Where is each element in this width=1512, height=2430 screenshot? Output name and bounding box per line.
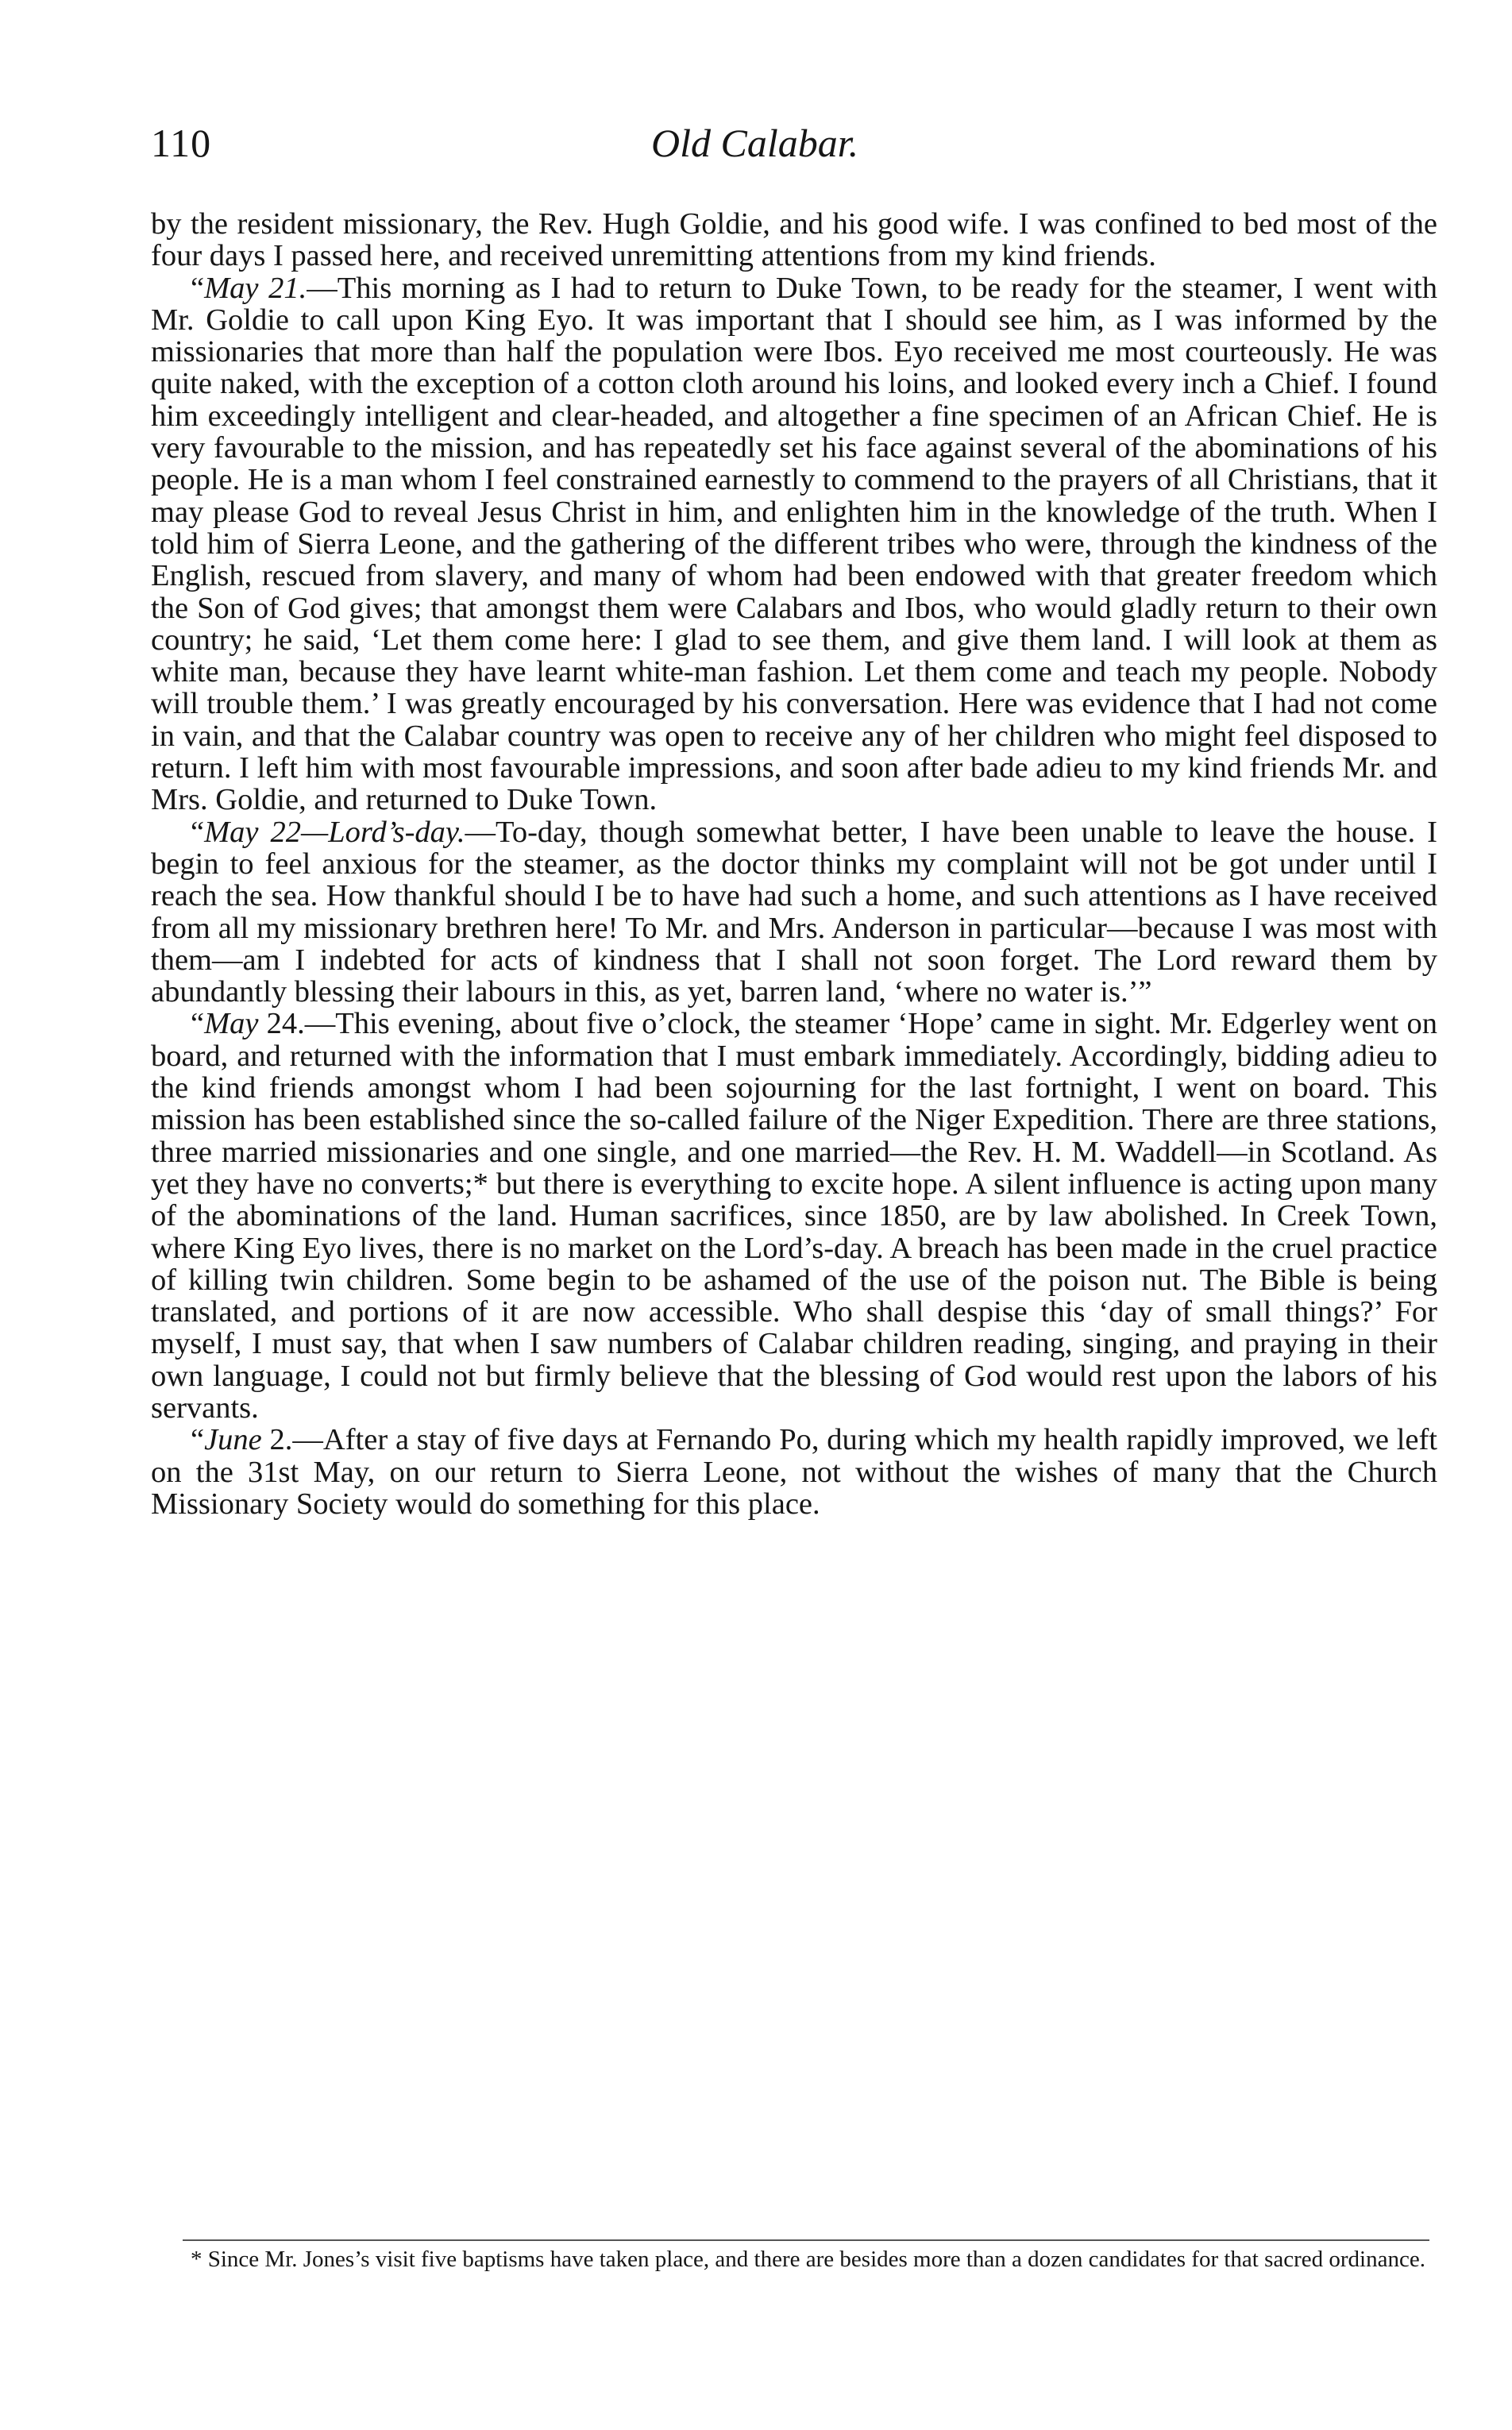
paragraph-text: by the resident missionary, the Rev. Hugh Goldie, and his good wife. I was confined to bed most of the four days I passed here, and received unremitting attentions from my kind friends. [151, 207, 1437, 273]
paragraph-june-2 [151, 1424, 1437, 1520]
paragraph-may-24 [151, 1008, 1437, 1424]
paragraph-text: —This morning as I had to return to Duke Town, to be ready for the steamer, I went with Mr. Goldie to call upon King Eyo. It was important that I should see him, as I was informed by the missionaries that more than half the population were Ibos. Eyo received me most courteously. He was quite naked, with the exception of a cotton cloth around his loins, and looked every inch a Chief. I found him exceedingly intelligent and clear-headed, and altogether a fine specimen of an African Chief. He is very favourable to the mission, and has repeatedly set his face against several of the abominations of his people. He is a man whom I feel constrained earnestly to commend to the prayers of all Christians, that it may please God to reveal Jesus Christ in him, and enlighten him in the knowledge of the truth. When I told him of Sierra Leone, and the gathering of the different tribes who were, through the kindness of the English, rescued from slavery, and many of whom had been endowed with that greater freedom which the Son of God gives; that amongst them were Calabars and Ibos, who would gladly return to their own country; he said, ‘Let them come here: I glad to see them, and give them land. I will look at them as white man, because they have learnt white-man fashion. Let them come and teach my people. Nobody will trouble them.’ I was greatly encouraged by his conversation. Here was evidence that I had not come in vain, and that the Calabar country was open to receive any of her children who might feel disposed to return. I left him with most favourable impressions, and soon after bade adieu to my kind friends Mr. and Mrs. Goldie, and returned to Duke Town. [151, 271, 1437, 817]
footnote-divider [183, 2239, 1429, 2241]
entry-date: May 21. [204, 271, 307, 305]
paragraph-may-21 [151, 272, 1437, 816]
paragraph-continued [151, 208, 1437, 272]
entry-date: May 22—Lord’s-day. [204, 815, 465, 849]
running-head: Old Calabar. [651, 121, 859, 165]
body-text [151, 208, 1437, 1520]
open-quote: “ [191, 815, 205, 849]
paragraph-may-22 [151, 816, 1437, 1009]
open-quote: “ [191, 1423, 205, 1457]
entry-date: May [204, 1007, 259, 1041]
open-quote: “ [191, 1007, 205, 1041]
footnote: * Since Mr. Jones’s visit five baptisms have taken place, and there are besides more than a dozen candidates for that sacred ordinance. [191, 2247, 1425, 2272]
page-header [151, 119, 1437, 175]
page-number: 110 [151, 121, 212, 165]
open-quote: “ [191, 271, 205, 305]
paragraph-text: 24.—This evening, about five o’clock, the steamer ‘Hope’ came in sight. Mr. Edgerley went on board, and returned with the information that I must embark immediately. Accordingly, bidding adieu to the kind friends amongst whom I had been sojourning for the last fortnight, I went on board. This mission has been established since the so-called failure of the Niger Expedition. There are three stations, three married missionaries and one single, and one married—the Rev. H. M. Waddell—in Scotland. As yet they have no converts;* but there is everything to excite hope. A silent influence is acting upon many of the abominations of the land. Human sacrifices, since 1850, are by law abolished. In Creek Town, where King Eyo lives, there is no market on the Lord’s-day. A breach has been made in the cruel practice of killing twin children. Some begin to be ashamed of the use of the poison nut. The Bible is being translated, and portions of it are now accessible. Who shall despise this ‘day of small things?’ For myself, I must say, that when I saw numbers of Calabar children reading, singing, and praying in their own language, I could not but firmly believe that the blessing of God would rest upon the labors of his servants. [151, 1007, 1437, 1425]
paragraph-text: —To-day, though somewhat better, I have been unable to leave the house. I begin to feel anxious for the steamer, as the doctor thinks my complaint will not be got under until I reach the sea. How thankful should I be to have had such a home, and such attentions as I have received from all my missionary brethren here! To Mr. and Mrs. Anderson in particular—because I was most with them—am I indebted for acts of kindness that I shall not soon forget. The Lord reward them by abundantly blessing their labours in this, as yet, barren land, ‘where no water is.’” [151, 815, 1437, 1009]
entry-date: June [204, 1423, 262, 1457]
paragraph-text: 2.—After a stay of five days at Fernando Po, during which my health rapidly improved, we left on the 31st May, on our return to Sierra Leone, not without the wishes of many that the Church Missionary Society would do something for this place. [151, 1423, 1437, 1521]
